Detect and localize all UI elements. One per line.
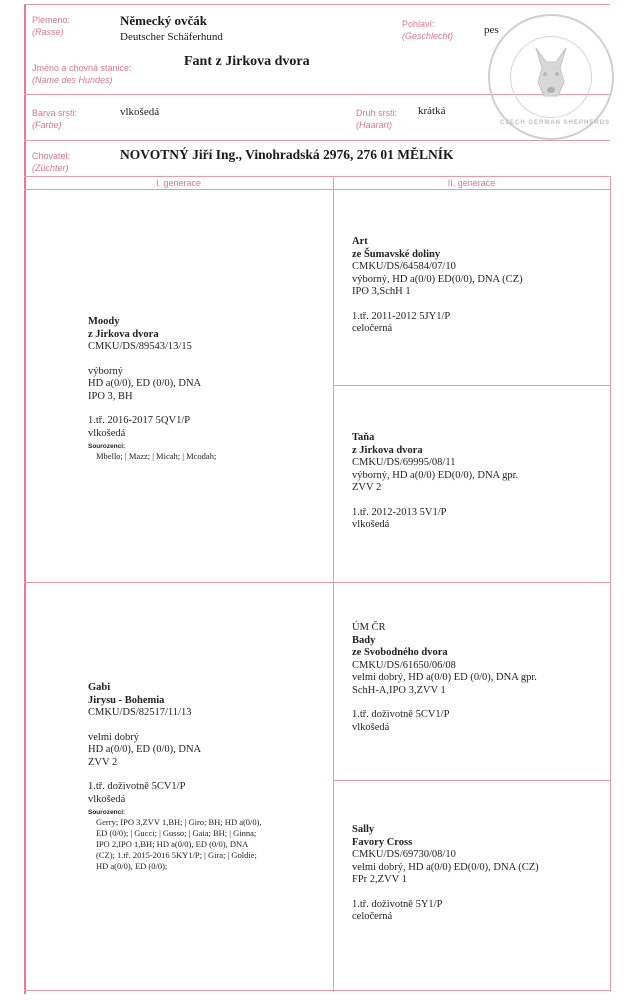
- sire-sire-kennel: ze Šumavské doliny: [352, 248, 441, 260]
- separator-sire-dam: [24, 582, 610, 583]
- sire-dam-name: Taňa: [352, 432, 375, 443]
- sire-sire-class: 1.tř. 2011-2012 5JY1/P: [352, 310, 451, 322]
- sire-dam-reg: CMKU/DS/69995/08/11: [352, 457, 456, 468]
- dam-name: Gabi: [88, 682, 111, 693]
- separator-gen2-bottom: [333, 780, 610, 781]
- dam-sire-kennel: ze Svobodného dvora: [352, 647, 448, 658]
- breed-name-de: Deutscher Schäferhund: [120, 31, 223, 43]
- color-label: [32, 107, 77, 131]
- sire-health: HD a(0/0), ED (0/0), DNA: [88, 378, 202, 389]
- dam-dam-line2: FPr 2,ZVV 1: [352, 874, 407, 885]
- dam-siblings-line: IPO 2,IPO 1,BH; HD a(0/0), ED (0/0), DNA: [96, 839, 249, 849]
- sire-reg: CMKU/DS/89543/13/15: [88, 341, 192, 352]
- sire-rating: výborný: [88, 365, 123, 377]
- sire-exams: IPO 3, BH: [88, 390, 133, 402]
- name-label-de: (Name des Hundes): [32, 75, 113, 85]
- name-label-cz: Jméno a chovná stanice:: [32, 63, 132, 73]
- sire-sire-line2: IPO 3,SchH 1: [352, 286, 411, 297]
- dam-siblings-line: ED (0/0); | Gucci; | Gusso; | Gaia; BH; | Ginna;: [96, 828, 257, 838]
- dam-sire-name: Bady: [352, 634, 376, 646]
- generation-divider: [333, 176, 334, 992]
- generation-1-header: I. generace: [155, 178, 202, 188]
- right-border: [610, 176, 611, 992]
- color-label-cz: Barva srsti:: [32, 108, 78, 118]
- separator-gen2-top: [333, 385, 610, 386]
- breeder-label-de: (Züchter): [32, 163, 69, 173]
- dam-dam-reg: CMKU/DS/69730/08/10: [352, 849, 456, 860]
- dam-sire-line1: velmi dobrý, HD a(0/0) ED (0/0), DNA gpr.: [352, 672, 537, 683]
- dam-sire-reg: CMKU/DS/61650/06/08: [352, 659, 456, 671]
- sire-sire-line1: výborný, HD a(0/0) ED(0/0), DNA (CZ): [352, 273, 523, 285]
- dam-dam-kennel: Favory Cross: [352, 836, 413, 848]
- coat-label-de: (Haarart): [356, 120, 393, 130]
- dam-health: HD a(0/0), ED (0/0), DNA: [88, 744, 202, 755]
- separator-breeder: [24, 176, 610, 177]
- dam-siblings-line: HD a(0/0), ED (0/0);: [96, 861, 168, 871]
- dam-sire-block: [352, 622, 602, 734]
- sire-dam-class: 1.tř. 2012-2013 5V1/P: [352, 506, 447, 518]
- dam-dam-color: celočerná: [352, 911, 393, 922]
- dam-reg: CMKU/DS/82517/11/13: [88, 707, 192, 718]
- breeder-label-cz: Chovatel:: [32, 151, 71, 161]
- sire-sire-color: celočerná: [352, 323, 393, 334]
- sire-siblings: Mbello; | Mazz; | Micah; | Mcodah;: [96, 451, 217, 461]
- dam-rating: velmi dobrý: [88, 731, 140, 743]
- dam-class: 1.tř. doživotně 5CV1/P: [88, 781, 186, 792]
- sire-siblings-title: Sourozenci:: [88, 443, 126, 450]
- generation-2-header: II. generace: [447, 178, 496, 188]
- sire-sire-name: Art: [352, 236, 368, 247]
- dam-dam-name: Sally: [352, 824, 375, 835]
- dam-siblings-line: Gerry; IPO 3,ZVV 1,BH; | Giro; BH; HD a(0/0),: [96, 817, 262, 827]
- color-value: vlkošedá: [120, 106, 160, 118]
- coat-label-cz: Druh srsti:: [356, 108, 398, 118]
- name-label: [32, 62, 132, 86]
- dam-sire-title: ÚM ČR: [352, 622, 386, 633]
- german-shepherd-head-icon: [516, 38, 586, 108]
- breeder-value: NOVOTNÝ Jiří Ing., Vinohradská 2976, 276 01 MĚLNÍK: [120, 147, 454, 162]
- sire-dam-kennel: z Jirkova dvora: [352, 444, 423, 456]
- dog-name: Fant z Jirkova dvora: [184, 54, 310, 69]
- stamp-text: CZECH GERMAN SHEPHERDS: [500, 120, 611, 126]
- dam-block: [88, 682, 328, 872]
- dam-dam-class: 1.tř. doživotně 5Y1/P: [352, 898, 443, 910]
- breeder-label: [32, 150, 70, 174]
- dam-sire-class: 1.tř. doživotně 5CV1/P: [352, 709, 450, 720]
- color-label-de: (Farbe): [32, 120, 62, 130]
- dam-sire-color: vlkošedá: [352, 721, 390, 733]
- sire-kennel: z Jirkova dvora: [88, 328, 159, 340]
- sire-dam-line1: výborný, HD a(0/0) ED(0/0), DNA gpr.: [352, 469, 519, 481]
- sex-value: pes: [484, 24, 499, 36]
- coat-label: [356, 107, 397, 131]
- sire-sire-reg: CMKU/DS/64584/07/10: [352, 261, 456, 272]
- separator-color: [24, 140, 610, 141]
- top-border: [24, 4, 610, 5]
- separator-generation: [24, 189, 610, 190]
- breed-label: [32, 14, 70, 38]
- sire-dam-line2: ZVV 2: [352, 482, 382, 493]
- left-border: [24, 4, 26, 994]
- dam-exams: ZVV 2: [88, 756, 118, 768]
- sire-color: vlkošedá: [88, 427, 126, 439]
- breed-label-cz: Plemeno:: [32, 15, 71, 25]
- coat-value: krátká: [418, 105, 446, 117]
- sire-name: Moody: [88, 316, 120, 327]
- sex-label: [402, 18, 453, 42]
- dam-color: vlkošedá: [88, 793, 126, 805]
- dam-siblings-line: (CZ); 1.tř. 2015-2016 5KY1/P; | Gira; | Goldie;: [96, 850, 257, 860]
- sex-label-cz: Pohlaví:: [402, 19, 435, 29]
- breed-label-de: (Rasse): [32, 27, 64, 37]
- dam-siblings-title: Sourozenci:: [88, 809, 126, 816]
- dam-kennel: Jirysu - Bohemia: [88, 694, 165, 706]
- sire-class: 1.tř. 2016-2017 5QV1/P: [88, 415, 191, 426]
- breed-name: Německý ovčák: [120, 13, 208, 28]
- sex-label-de: (Geschlecht): [402, 31, 454, 41]
- sire-dam-color: vlkošedá: [352, 519, 390, 530]
- bottom-border: [24, 990, 610, 991]
- dam-dam-block: [352, 824, 602, 924]
- club-stamp: [488, 14, 614, 140]
- dam-sire-line2: SchH-A,IPO 3,ZVV 1: [352, 684, 446, 696]
- sire-block: [88, 316, 328, 462]
- dam-dam-line1: velmi dobrý, HD a(0/0) ED(0/0), DNA (CZ): [352, 861, 539, 873]
- sire-dam-block: [352, 432, 602, 532]
- sire-sire-block: [352, 236, 602, 336]
